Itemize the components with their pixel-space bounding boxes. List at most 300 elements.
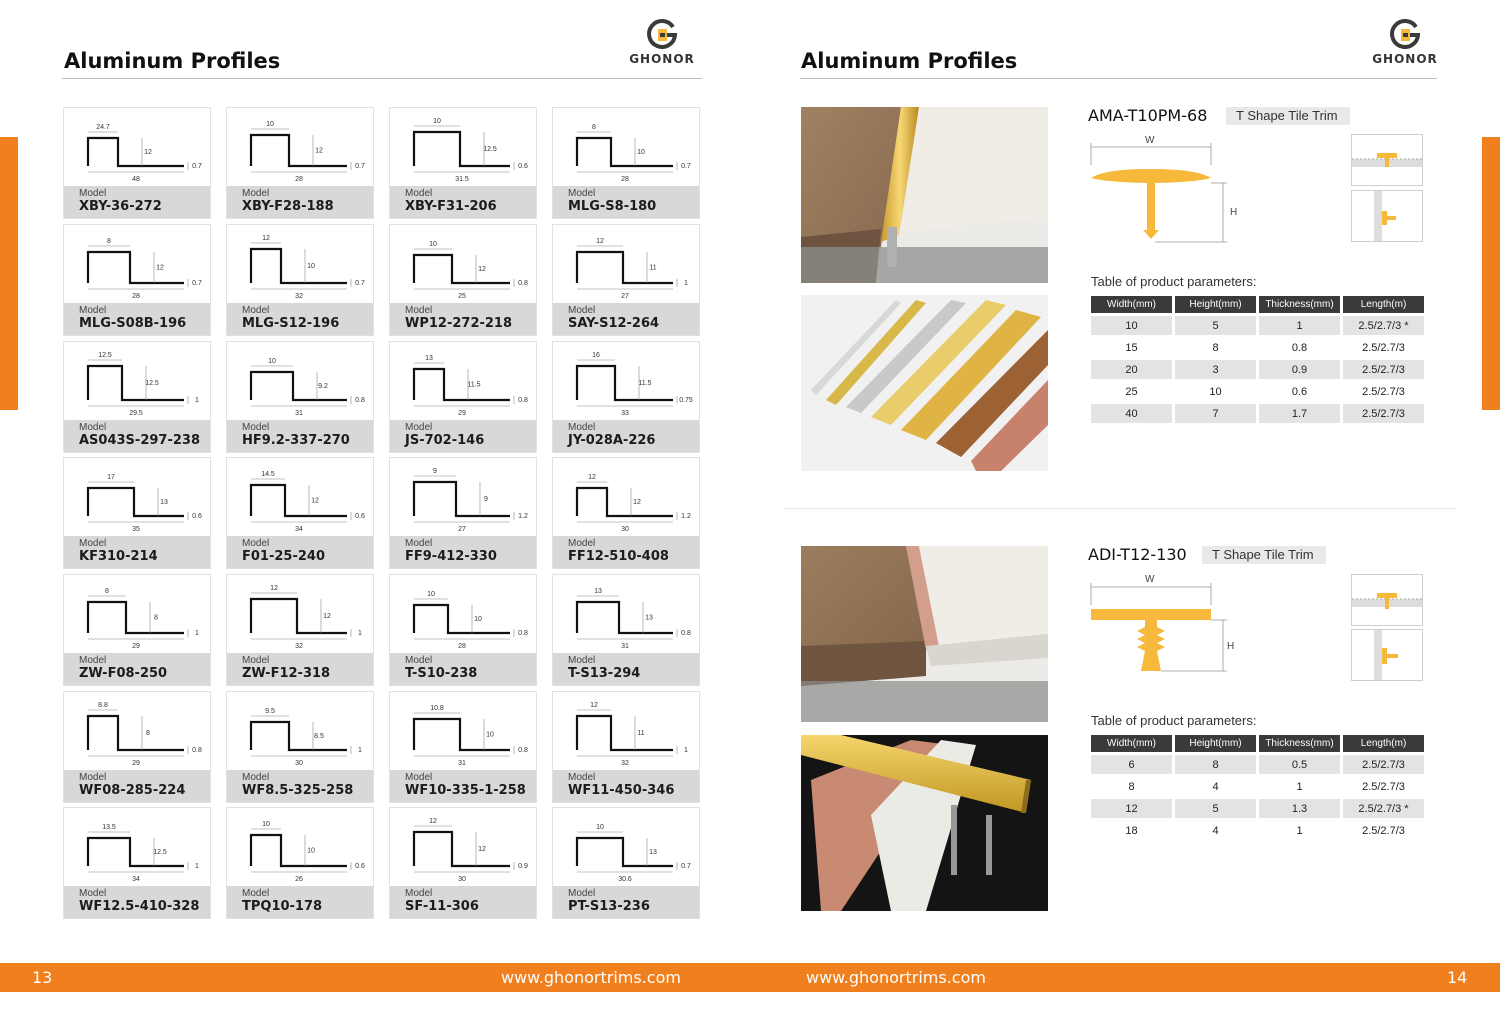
model-label: Model: [242, 422, 270, 433]
model-caption: [553, 186, 699, 218]
table-cell: 0.5: [1259, 755, 1340, 774]
product-2-name: ADI-T12-130: [1088, 545, 1187, 564]
profile-drawing: [227, 808, 375, 888]
model-caption: [390, 420, 536, 452]
table-cell: 2.5/2.7/3: [1343, 360, 1424, 379]
model-number: ZW-F12-318: [242, 666, 331, 681]
dim-base-length: 34: [295, 526, 303, 533]
model-label: Model: [242, 538, 270, 549]
model-label: Model: [242, 772, 270, 783]
model-number: WP12-272-218: [405, 316, 513, 331]
model-card: [552, 574, 700, 686]
profile-drawing: [64, 458, 212, 538]
table-cell: 1: [1259, 316, 1340, 335]
table-header-cell: Thickness(mm): [1259, 735, 1340, 752]
profile-drawing: [64, 225, 212, 305]
model-number: FF9-412-330: [405, 549, 497, 564]
model-caption: [64, 420, 210, 452]
dim-top-width: 14.5: [261, 471, 275, 478]
product-2-height-label: H: [1227, 641, 1235, 652]
model-card: [552, 807, 700, 919]
dim-thickness: 0.7: [192, 163, 202, 170]
dim-height: 13: [649, 849, 657, 856]
model-number: XBY-F28-188: [242, 199, 334, 214]
dim-height: 12: [311, 497, 319, 505]
table-header-cell: Height(mm): [1175, 296, 1256, 313]
model-label: Model: [242, 655, 270, 666]
dim-height: 12: [478, 846, 486, 853]
model-number: JY-028A-226: [568, 433, 656, 448]
model-card: [226, 807, 374, 919]
model-number: WF10-335-1-258: [405, 783, 526, 798]
dim-height: 12.5: [145, 380, 159, 387]
model-label: Model: [405, 422, 433, 433]
dim-thickness: 0.7: [355, 280, 365, 287]
product-1-width-label: W: [1145, 135, 1155, 146]
model-card: [389, 807, 537, 919]
table-cell: 2.5/2.7/3: [1343, 404, 1424, 423]
model-number: SF-11-306: [405, 899, 479, 914]
model-number: ZW-F08-250: [79, 666, 168, 681]
model-caption: [64, 303, 210, 335]
table-cell: 2.5/2.7/3: [1362, 780, 1405, 793]
model-card: [63, 807, 211, 919]
model-number: F01-25-240: [242, 549, 325, 564]
table-cell: 2.5/2.7/3: [1362, 824, 1405, 837]
dim-thickness: 0.8: [681, 630, 691, 637]
dim-top-width: 12.5: [98, 352, 112, 359]
product-2-profiles-photo: [801, 735, 1048, 911]
dim-height: 13: [645, 614, 653, 622]
table-cell: 2.5/2.7/3: [1343, 755, 1424, 774]
dim-thickness: 1: [195, 863, 199, 870]
model-caption: [390, 886, 536, 918]
dim-thickness: 0.8: [518, 280, 528, 287]
dim-height: 11: [637, 730, 645, 737]
dim-top-width: 12: [270, 585, 278, 592]
dim-top-width: 12: [590, 702, 598, 709]
model-label: Model: [242, 888, 270, 899]
model-number: T-S13-294: [568, 666, 641, 681]
dim-height: 8.5: [314, 733, 324, 740]
model-card: [63, 691, 211, 803]
model-caption: [390, 770, 536, 802]
model-label: Model: [568, 305, 596, 316]
model-label: Model: [79, 888, 107, 899]
table-cell: 5: [1175, 799, 1256, 818]
dim-thickness: 1: [684, 747, 688, 754]
dim-thickness: 0.6: [355, 513, 365, 520]
product-2-install-diagram-side: [1351, 629, 1423, 681]
dim-top-width: 17: [107, 474, 115, 481]
dim-top-width: 13.5: [102, 824, 116, 831]
dim-thickness: 0.8: [518, 397, 528, 404]
dim-height: 8: [154, 614, 158, 622]
profile-drawing: [64, 342, 212, 422]
table-cell: 0.8: [1291, 341, 1308, 354]
table-header-cell: Width(mm): [1091, 296, 1172, 313]
table-cell: 7: [1175, 404, 1256, 423]
profile-drawing: [64, 692, 212, 772]
dim-top-width: 24.7: [96, 124, 110, 131]
dim-base-length: 31: [458, 760, 466, 767]
table-header-row: [1091, 735, 1424, 752]
dim-thickness: 0.7: [681, 163, 691, 170]
model-card: [226, 691, 374, 803]
dim-base-length: 28: [458, 643, 466, 650]
dim-thickness: 0.6: [518, 163, 528, 170]
model-card: [226, 457, 374, 569]
model-number: HF9.2-337-270: [242, 433, 350, 448]
model-card: [63, 457, 211, 569]
product-2-type-badge: T Shape Tile Trim: [1202, 546, 1326, 564]
model-label: Model: [79, 538, 107, 549]
model-number: SAY-S12-264: [568, 316, 660, 331]
table-row: [1091, 799, 1424, 818]
profile-drawing: [390, 108, 538, 188]
dim-top-width: 12: [262, 235, 270, 242]
dim-base-length: 29: [132, 760, 140, 767]
model-number: WF08-285-224: [79, 783, 186, 798]
model-label: Model: [242, 305, 270, 316]
dim-top-width: 12: [596, 238, 604, 245]
dim-base-length: 27: [621, 293, 629, 300]
profile-drawing: [227, 692, 375, 772]
model-label: Model: [405, 888, 433, 899]
profile-drawing: [64, 575, 212, 655]
right-header-rule: [800, 78, 1437, 79]
dim-height: 10: [486, 731, 494, 739]
dim-base-length: 30: [295, 760, 303, 767]
table-header-cell: Width(mm): [1091, 735, 1172, 752]
model-card: [63, 224, 211, 336]
model-caption: [553, 303, 699, 335]
dim-height: 9.2: [318, 383, 328, 390]
dim-thickness: 0.7: [355, 163, 365, 170]
table-cell: 2.5/2.7/3: [1362, 341, 1405, 354]
dim-base-length: 34: [132, 876, 140, 883]
dim-height: 11.5: [638, 380, 652, 387]
model-caption: [390, 536, 536, 568]
dim-base-length: 32: [295, 293, 303, 300]
model-card: [552, 107, 700, 219]
product-1-profile-diagram: [1085, 135, 1245, 250]
profile-drawing: [553, 575, 701, 655]
table-cell: 8: [1128, 780, 1135, 793]
table-row: [1091, 316, 1424, 335]
table-cell: 12: [1091, 799, 1172, 818]
product-1-height-label: H: [1230, 207, 1238, 218]
table-cell: 2.5/2.7/3: [1362, 385, 1405, 398]
dim-base-length: 31.5: [455, 176, 469, 183]
profile-drawing: [390, 575, 538, 655]
table-row: [1091, 777, 1424, 796]
product-2-params-table: [1088, 732, 1427, 843]
dim-base-length: 30: [458, 876, 466, 883]
table-header-cell: Height(mm): [1175, 735, 1256, 752]
dim-height: 10: [307, 263, 315, 270]
model-card: [389, 691, 537, 803]
profile-drawing: [227, 575, 375, 655]
profile-drawing: [390, 342, 538, 422]
table-cell: 15: [1125, 341, 1138, 354]
table-header-cell: Thickness(mm): [1259, 296, 1340, 313]
model-card: [389, 224, 537, 336]
dim-height: 12.5: [483, 146, 497, 153]
dim-top-width: 12: [588, 474, 596, 481]
model-caption: [227, 653, 373, 685]
model-caption: [390, 186, 536, 218]
dim-base-length: 27: [458, 526, 466, 533]
model-caption: [553, 536, 699, 568]
dim-thickness: 0.7: [192, 280, 202, 287]
dim-thickness: 1: [358, 630, 362, 637]
model-card: [63, 574, 211, 686]
table-cell: 1: [1296, 824, 1303, 837]
dim-thickness: 0.8: [518, 630, 528, 637]
model-caption: [227, 770, 373, 802]
dim-top-width: 8.8: [98, 702, 108, 709]
table-cell: 0.6: [1291, 385, 1308, 398]
model-card: [552, 224, 700, 336]
model-card: [226, 341, 374, 453]
dim-height: 12: [156, 264, 164, 272]
dim-thickness: 0.8: [518, 747, 528, 754]
product-2-table-label: Table of product parameters:: [1091, 713, 1257, 728]
dim-thickness: 0.6: [192, 513, 202, 520]
model-caption: [227, 303, 373, 335]
dim-thickness: 1: [195, 630, 199, 637]
model-caption: [553, 770, 699, 802]
model-label: Model: [568, 888, 596, 899]
profile-drawing: [553, 108, 701, 188]
model-number: MLG-S08B-196: [79, 316, 187, 331]
table-header-cell: Length(m): [1343, 735, 1424, 752]
profile-drawing: [227, 225, 375, 305]
model-caption: [64, 186, 210, 218]
dim-base-length: 32: [621, 760, 629, 767]
model-number: FF12-510-408: [568, 549, 669, 564]
right-website-link[interactable]: www.ghonortrims.com: [806, 968, 986, 987]
dim-height: 12: [633, 499, 641, 506]
dim-base-length: 31: [621, 643, 629, 650]
model-caption: [227, 186, 373, 218]
dim-top-width: 10: [429, 241, 437, 248]
model-card: [552, 341, 700, 453]
dim-base-length: 29: [132, 643, 140, 650]
dim-height: 13: [160, 499, 168, 506]
model-label: Model: [568, 655, 596, 666]
model-card: [389, 341, 537, 453]
model-number: PT-S13-236: [568, 899, 650, 914]
dim-top-width: 16: [592, 352, 600, 359]
dim-height: 11.5: [467, 381, 481, 389]
table-row: [1091, 404, 1424, 423]
dim-top-width: 8: [107, 238, 111, 245]
dim-base-length: 30: [621, 526, 629, 533]
table-cell: 8: [1175, 755, 1256, 774]
right-side-tab: [1482, 137, 1500, 410]
dim-top-width: 8: [592, 124, 596, 131]
dim-height: 12.5: [153, 849, 167, 856]
model-number: T-S10-238: [405, 666, 478, 681]
model-label: Model: [405, 305, 433, 316]
table-header-cell: Length(m): [1343, 296, 1424, 313]
dim-thickness: 1.2: [681, 513, 691, 520]
dim-thickness: 1.2: [518, 513, 528, 520]
dim-base-length: 28: [621, 176, 629, 183]
table-cell: 25: [1125, 385, 1138, 398]
model-caption: [553, 420, 699, 452]
model-card: [226, 107, 374, 219]
dim-top-width: 10: [268, 358, 276, 365]
dim-height: 8: [146, 730, 150, 737]
product-1-profiles-photo: [801, 295, 1048, 471]
model-label: Model: [79, 188, 107, 199]
model-number: TPQ10-178: [242, 899, 323, 914]
profile-drawing: [553, 458, 701, 538]
dim-top-width: 8: [105, 588, 109, 595]
dim-base-length: 32: [295, 643, 303, 650]
dim-top-width: 10: [262, 821, 270, 828]
table-cell: 0.9: [1259, 360, 1340, 379]
left-logo: [622, 18, 702, 76]
profile-drawing: [227, 458, 375, 538]
model-number: XBY-36-272: [79, 199, 162, 214]
table-cell: 18: [1125, 824, 1138, 837]
dim-base-length: 35: [132, 526, 140, 533]
profile-drawing: [64, 808, 212, 888]
model-caption: [227, 886, 373, 918]
model-label: Model: [405, 655, 433, 666]
dim-height: 12: [323, 613, 331, 620]
product-1-installed-photo: [801, 107, 1048, 283]
model-card: [63, 107, 211, 219]
table-cell: 40: [1091, 404, 1172, 423]
right-logo: [1365, 18, 1445, 76]
left-side-tab: [0, 137, 18, 410]
dim-top-width: 12: [429, 818, 437, 825]
table-cell: 1.7: [1259, 404, 1340, 423]
right-page-number: 14: [1447, 968, 1468, 987]
dim-top-width: 9.5: [265, 708, 275, 715]
dim-thickness: 1: [195, 397, 199, 404]
model-label: Model: [79, 305, 107, 316]
model-caption: [227, 420, 373, 452]
model-card: [389, 107, 537, 219]
table-cell: 2.5/2.7/3 *: [1343, 799, 1424, 818]
model-caption: [64, 770, 210, 802]
model-number: KF310-214: [79, 549, 158, 564]
profile-drawing: [390, 225, 538, 305]
table-cell: 4: [1212, 780, 1219, 793]
model-card: [226, 224, 374, 336]
dim-base-length: 31: [295, 410, 303, 417]
table-cell: 2.5/2.7/3 *: [1343, 316, 1424, 335]
model-label: Model: [405, 772, 433, 783]
model-number: XBY-F31-206: [405, 199, 497, 214]
model-card: [552, 457, 700, 569]
model-card: [552, 691, 700, 803]
table-row: [1091, 338, 1424, 357]
dim-base-length: 29: [458, 410, 466, 417]
profile-drawing: [553, 808, 701, 888]
dim-base-length: 28: [132, 293, 140, 300]
model-number: MLG-S8-180: [568, 199, 657, 214]
dim-thickness: 0.7: [681, 863, 691, 870]
product-1-install-diagram-top: [1351, 134, 1423, 186]
table-cell: 1: [1296, 780, 1303, 793]
table-row: [1091, 755, 1424, 774]
model-label: Model: [568, 772, 596, 783]
dim-top-width: 10: [266, 121, 274, 128]
model-caption: [227, 536, 373, 568]
dim-top-width: 9: [433, 468, 437, 475]
table-cell: 3: [1175, 360, 1256, 379]
model-number: WF11-450-346: [568, 783, 675, 798]
table-row: [1091, 821, 1424, 840]
dim-height: 12: [315, 147, 323, 155]
dim-base-length: 25: [458, 293, 466, 300]
dim-thickness: 0.6: [355, 863, 365, 870]
profile-drawing: [553, 342, 701, 422]
product-2-install-diagram-top: [1351, 574, 1423, 626]
product-divider: [785, 508, 1457, 509]
dim-base-length: 26: [295, 876, 303, 883]
table-cell: 4: [1212, 824, 1219, 837]
dim-height: 9: [484, 496, 488, 503]
dim-top-width: 13: [594, 588, 602, 595]
dim-thickness: 1: [358, 747, 362, 754]
model-number: WF12.5-410-328: [79, 899, 200, 914]
model-number: JS-702-146: [405, 433, 485, 448]
dim-top-width: 13: [425, 355, 433, 362]
dim-base-length: 30.6: [618, 876, 632, 883]
model-card: [389, 574, 537, 686]
left-page-title: Aluminum Profiles: [64, 49, 281, 73]
dim-base-length: 28: [295, 176, 303, 183]
model-label: Model: [405, 188, 433, 199]
product-1-name: AMA-T10PM-68: [1088, 106, 1208, 125]
profile-drawing: [390, 692, 538, 772]
dim-top-width: 10: [427, 591, 435, 598]
model-label: Model: [79, 772, 107, 783]
model-label: Model: [568, 188, 596, 199]
profile-drawing: [227, 342, 375, 422]
profile-drawing: [227, 108, 375, 188]
model-card: [226, 574, 374, 686]
profile-drawing: [64, 108, 212, 188]
model-number: MLG-S12-196: [242, 316, 340, 331]
table-row: [1091, 382, 1424, 401]
model-caption: [390, 653, 536, 685]
dim-height: 12: [144, 149, 152, 156]
product-2-profile-diagram: [1085, 575, 1245, 680]
dim-height: 11: [649, 264, 657, 272]
model-caption: [390, 303, 536, 335]
dim-base-length: 48: [132, 176, 140, 183]
dim-base-length: 33: [621, 410, 629, 417]
product-2-width-label: W: [1145, 574, 1155, 585]
table-cell: 1.3: [1259, 799, 1340, 818]
model-number: AS043S-297-238: [79, 433, 200, 448]
table-cell: 10: [1209, 385, 1222, 398]
model-label: Model: [79, 422, 107, 433]
dim-top-width: 10: [596, 824, 604, 831]
left-website-link[interactable]: www.ghonortrims.com: [501, 968, 681, 987]
profile-drawing: [553, 692, 701, 772]
model-card: [63, 341, 211, 453]
